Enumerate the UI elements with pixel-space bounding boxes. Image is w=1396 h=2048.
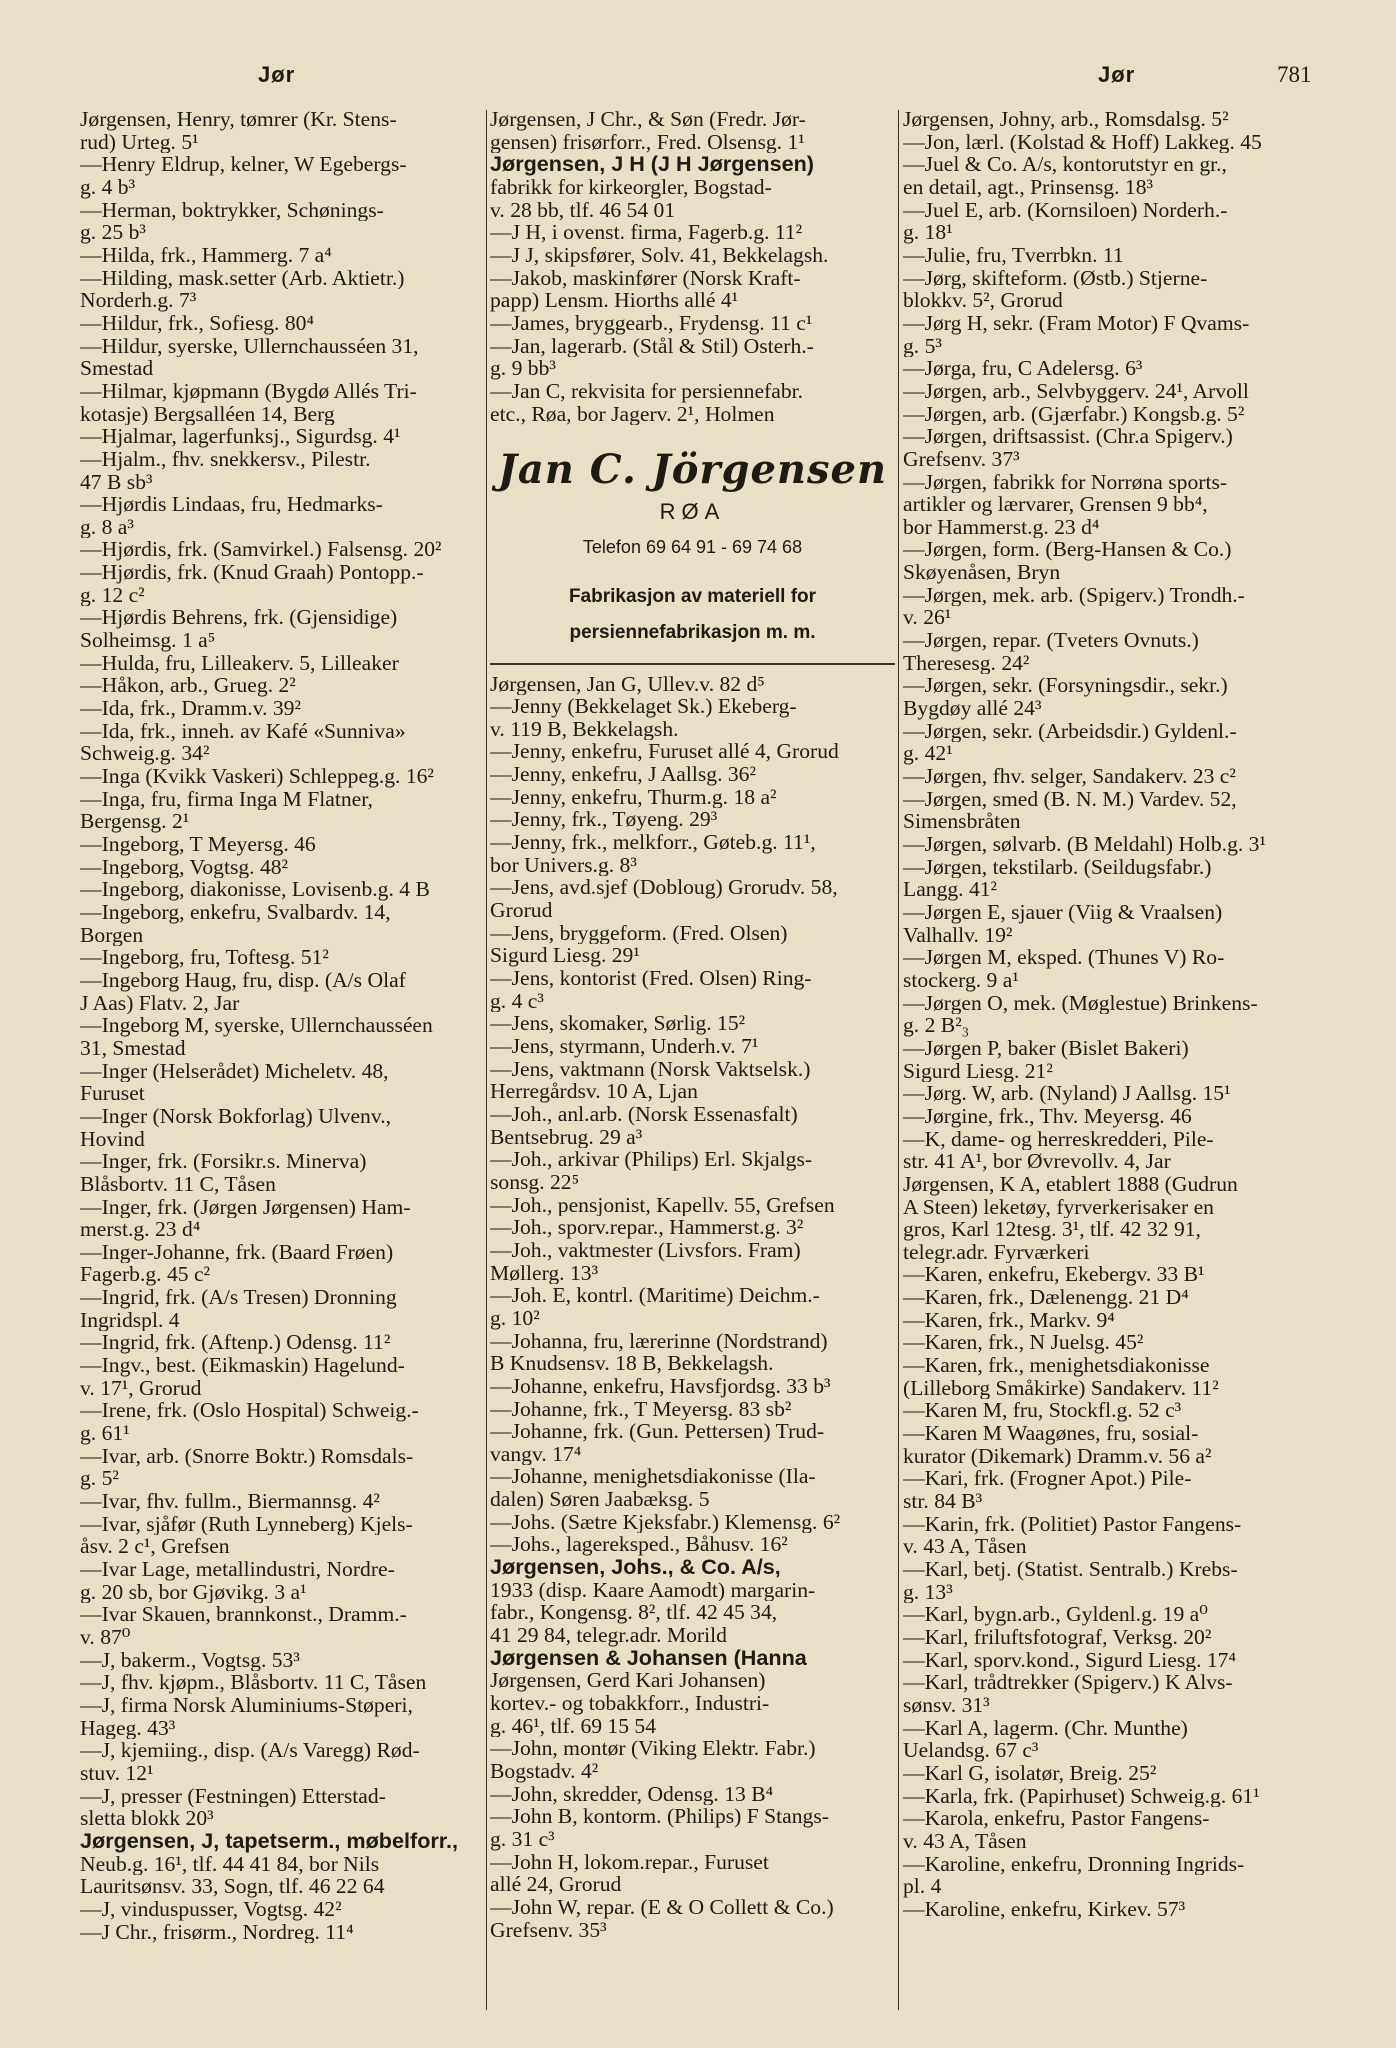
entry-line: —Jens, vaktmann (Norsk Vaktselsk.) bbox=[490, 1057, 811, 1081]
entry-line: Bygdøy allé 24³ bbox=[903, 697, 1042, 720]
entry-line: Fagerb.g. 45 c² bbox=[80, 1263, 211, 1287]
entry-line: —Jens, avd.sjef (Dobloug) Grorudv. 58, bbox=[490, 876, 838, 900]
entry-line: Schweig.g. 34² bbox=[80, 742, 210, 766]
entry-line: —J, kjemiing., disp. (A/s Varegg) Rød- bbox=[80, 1739, 420, 1762]
entry-line: —Karl, friluftsfotograf, Verksg. 20² bbox=[903, 1625, 1212, 1649]
entry-line: stuv. 12¹ bbox=[80, 1761, 154, 1785]
entry-line: —Ingeborg, diakonisse, Lovisenb.g. 4 B bbox=[80, 878, 430, 901]
entry-line: v. 28 bb, tlf. 46 54 01 bbox=[490, 198, 676, 222]
entry-line: Jørgensen, Henry, tømrer (Kr. Stens- bbox=[80, 108, 397, 131]
entry-line: —Jenny, enkefru, Thurm.g. 18 a² bbox=[490, 785, 777, 809]
entry-line: —Karen, frk., N Juelsg. 45² bbox=[903, 1331, 1144, 1355]
column-left bbox=[80, 108, 480, 1943]
entry-line: sonsg. 22⁵ bbox=[490, 1170, 580, 1194]
entry-line: —Karola, enkefru, Pastor Fangens- bbox=[903, 1807, 1210, 1830]
entry-line: g. 31 c³ bbox=[490, 1827, 555, 1851]
entry-line: B Knudsensv. 18 B, Bekkelagsh. bbox=[490, 1352, 774, 1375]
entry-line: —Karoline, enkefru, Kirkev. 57³ bbox=[903, 1897, 1186, 1921]
entry-line: —Jørgen, repar. (Tveters Ovnuts.) bbox=[903, 629, 1199, 652]
entry-line: allé 24, Grorud bbox=[490, 1873, 622, 1896]
entry-line: —Joh., arkivar (Philips) Erl. Skjalgs- bbox=[490, 1148, 813, 1171]
entry-line: —Hjørdis, frk. (Knud Graah) Pontopp.- bbox=[80, 561, 424, 584]
entry-line: —Jørgen O, mek. (Møglestue) Brinkens- bbox=[903, 991, 1258, 1015]
entry-line: —Hilding, mask.setter (Arb. Aktietr.) bbox=[80, 266, 405, 290]
entry-line: g. 13³ bbox=[903, 1580, 953, 1604]
entry-line: —Hildur, syerske, Ullernchausséen 31, bbox=[80, 334, 419, 358]
entry-line: —Ingeborg M, syerske, Ullernchausséen bbox=[80, 1014, 433, 1037]
entry-line: Møllerg. 13³ bbox=[490, 1261, 599, 1285]
entry-line: pl. 4 bbox=[903, 1875, 942, 1898]
entry-line: —Jørgen, sekr. (Forsyningsdir., sekr.) bbox=[903, 674, 1228, 698]
entry-line: —Jørgen P, baker (Bislet Bakeri) bbox=[903, 1036, 1189, 1060]
entry-line: —Ivar Lage, metallindustri, Nordre- bbox=[80, 1558, 395, 1581]
entry-line: Simensbråten bbox=[903, 810, 1021, 833]
column-divider bbox=[486, 110, 487, 2010]
entry-line: J Aas) Flatv. 2, Jar bbox=[80, 991, 240, 1015]
entry-line: g. 4 c³ bbox=[490, 989, 544, 1013]
entry-line: —Juel & Co. A/s, kontorutstyr en gr., bbox=[903, 153, 1227, 176]
entry-line: —Jenny, frk., Tøyeng. 29³ bbox=[490, 808, 718, 832]
entry-line: —Kari, frk. (Frogner Apot.) Pile- bbox=[903, 1467, 1192, 1491]
entry-line: —Inger-Johanne, frk. (Baard Frøen) bbox=[80, 1240, 394, 1264]
entry-line: —J, presser (Festningen) Etterstad- bbox=[80, 1784, 386, 1808]
entry-line: Lauritsønsv. 33, Sogn, tlf. 46 22 64 bbox=[80, 1875, 385, 1898]
column-right bbox=[903, 108, 1323, 1921]
entry-line: —Karl, betj. (Statist. Sentralb.) Krebs- bbox=[903, 1558, 1238, 1581]
entry-line: Smestad bbox=[80, 357, 154, 380]
entry-line: g. 42¹ bbox=[903, 742, 953, 766]
entry-line: Sigurd Liesg. 21² bbox=[903, 1059, 1053, 1083]
entry-line: —Johanna, fru, lærerinne (Nordstrand) bbox=[490, 1329, 828, 1353]
entry-line: —Hilda, frk., Hammerg. 7 a⁴ bbox=[80, 243, 332, 267]
entry-line: —Karen, enkefru, Ekebergv. 33 B¹ bbox=[903, 1263, 1205, 1287]
entry-line: sønsv. 31³ bbox=[903, 1693, 990, 1717]
entry-line: Bogstadv. 4² bbox=[490, 1760, 599, 1783]
entry-line: —Ingrid, frk. (A/s Tresen) Dronning bbox=[80, 1286, 397, 1309]
entry-line: —Karoline, enkefru, Dronning Ingrids- bbox=[903, 1852, 1245, 1876]
entry-line: g. 5² bbox=[80, 1467, 119, 1491]
entry-line: —Henry Eldrup, kelner, W Egebergs- bbox=[80, 153, 407, 176]
entry-line: —Johanne, enkefru, Havsfjordsg. 33 b³ bbox=[490, 1374, 831, 1398]
entry-line: g. 12 c² bbox=[80, 583, 145, 607]
entry-line: åsv. 2 c¹, Grefsen bbox=[80, 1535, 230, 1558]
entry-line: blokkv. 5², Grorud bbox=[903, 289, 1063, 312]
entry-line: —Hjørdis Lindaas, fru, Hedmarks- bbox=[80, 493, 383, 516]
entry-line: —Inga (Kvikk Vaskeri) Schleppeg.g. 16² bbox=[80, 765, 434, 788]
entry-line: v. 43 A, Tåsen bbox=[903, 1535, 1027, 1558]
entry-line: dalen) Søren Jaabæksg. 5 bbox=[490, 1488, 710, 1511]
entry-line: kurator (Dikemark) Dramm.v. 56 a² bbox=[903, 1444, 1212, 1468]
column-divider bbox=[898, 110, 899, 2010]
entry-line: —Ida, frk., inneh. av Kafé «Sunniva» bbox=[80, 719, 406, 743]
entry-line: Jørgensen & Johansen (Hanna bbox=[490, 1646, 807, 1670]
entry-line: bor Univers.g. 8³ bbox=[490, 853, 637, 877]
entry-line: v. 119 B, Bekkelagsh. bbox=[490, 717, 679, 741]
entry-line: —Karl, bygn.arb., Gyldenl.g. 19 a⁰ bbox=[903, 1603, 1208, 1626]
entry-line: —Jørg, skifteform. (Østb.) Stjerne- bbox=[903, 266, 1208, 290]
entry-line: Bentsebrug. 29 a³ bbox=[490, 1125, 643, 1149]
entry-line: —J, firma Norsk Aluminiums-Støperi, bbox=[80, 1693, 413, 1717]
entry-line: —Karl, trådtrekker (Spigerv.) K Alvs- bbox=[903, 1671, 1233, 1694]
entry-line: g. 8 a³ bbox=[80, 515, 134, 539]
entry-line: —Joh., pensjonist, Kapellv. 55, Grefsen bbox=[490, 1193, 835, 1217]
entry-line: —Jørgen, smed (B. N. M.) Vardev. 52, bbox=[903, 787, 1237, 811]
entry-line: —Joh., vaktmester (Livsfors. Fram) bbox=[490, 1238, 801, 1262]
entry-line: —J H, i ovenst. firma, Fagerb.g. 11² bbox=[490, 221, 803, 244]
entry-line: g. 46¹, tlf. 69 15 54 bbox=[490, 1714, 657, 1738]
entry-line: g. 61¹ bbox=[80, 1422, 130, 1445]
entry-line: —Jørg H, sekr. (Fram Motor) F Qvams- bbox=[903, 311, 1250, 335]
advertisement bbox=[490, 445, 895, 664]
column-middle-entries-bottom bbox=[490, 673, 895, 1942]
entry-line: —Karl A, lagerm. (Chr. Munthe) bbox=[903, 1716, 1188, 1740]
entry-line: Valhallv. 19² bbox=[903, 923, 1013, 947]
entry-line: —Inger (Helserådet) Micheletv. 48, bbox=[80, 1059, 389, 1083]
entry-line: —Joh., sporv.repar., Hammerst.g. 3² bbox=[490, 1216, 804, 1239]
entry-line: —Karen, frk., Dælenengg. 21 D⁴ bbox=[903, 1286, 1189, 1309]
entry-line: bor Hammerst.g. 23 d⁴ bbox=[903, 515, 1100, 539]
entry-line: —Julie, fru, Tverrbkn. 11 bbox=[903, 243, 1124, 267]
entry-line: Grefsenv. 37³ bbox=[903, 447, 1020, 471]
entry-line: Norderh.g. 7³ bbox=[80, 289, 197, 312]
entry-line: —Inger (Norsk Bokforlag) Ulvenv., bbox=[80, 1104, 392, 1128]
entry-line: Grefsenv. 35³ bbox=[490, 1918, 607, 1942]
running-header-left: Jør bbox=[258, 62, 296, 87]
entry-line: artikler og lærvarer, Grensen 9 bb⁴, bbox=[903, 493, 1208, 516]
entry-line: Ingridspl. 4 bbox=[80, 1308, 180, 1332]
entry-line: v. 43 A, Tåsen bbox=[903, 1829, 1027, 1853]
entry-line: —Inger, frk. (Jørgen Jørgensen) Ham- bbox=[80, 1195, 411, 1219]
entry-line: —Karla, frk. (Papirhuset) Schweig.g. 61¹ bbox=[903, 1784, 1260, 1808]
entry-line: —Johanne, menighetsdiakonisse (Ila- bbox=[490, 1465, 816, 1489]
entry-line: —Ingeborg Haug, fru, disp. (A/s Olaf bbox=[80, 968, 406, 992]
entry-line: —Jens, skomaker, Sørlig. 15² bbox=[490, 1012, 746, 1035]
entry-line: —John B, kontorm. (Philips) F Stangs- bbox=[490, 1805, 829, 1828]
entry-line: Hageg. 43³ bbox=[80, 1716, 176, 1740]
entry-line: —Hildur, frk., Sofiesg. 80⁴ bbox=[80, 311, 314, 335]
entry-line: —John H, lokom.repar., Furuset bbox=[490, 1850, 769, 1874]
entry-line: g. 20 sb, bor Gjøvikg. 3 a¹ bbox=[80, 1580, 307, 1604]
entry-line: —Hjørdis Behrens, frk. (Gjensidige) bbox=[80, 606, 398, 630]
entry-line: —John, montør (Viking Elektr. Fabr.) bbox=[490, 1737, 816, 1760]
entry-line: —Johs. (Sætre Kjeksfabr.) Klemensg. 6² bbox=[490, 1510, 841, 1534]
entry-line: —Jon, lærl. (Kolstad & Hoff) Lakkeg. 45 bbox=[903, 130, 1262, 154]
entry-line: —James, bryggearb., Frydensg. 11 c¹ bbox=[490, 311, 813, 335]
entry-line: A Steen) leketøy, fyrverkerisaker en bbox=[903, 1195, 1214, 1219]
entry-line: —Jørgen E, sjauer (Viig & Vraalsen) bbox=[903, 900, 1223, 924]
entry-line: 31, Smestad bbox=[80, 1036, 186, 1060]
entry-line: fabrikk for kirkeorgler, Bogstad- bbox=[490, 175, 772, 199]
entry-line: Sigurd Liesg. 29¹ bbox=[490, 944, 640, 968]
ad-name: Jan C. Jörgensen bbox=[497, 446, 888, 494]
entry-line: —Ivar, sjåfør (Ruth Lynneberg) Kjels- bbox=[80, 1512, 413, 1536]
entry-line: Herregårdsv. 10 A, Ljan bbox=[490, 1080, 698, 1103]
entry-line: —Jan C, rekvisita for persiennefabr. bbox=[490, 379, 804, 403]
entry-line: gros, Karl 12tesg. 3¹, tlf. 42 32 91, bbox=[903, 1218, 1201, 1241]
entry-line: g. 10² bbox=[490, 1306, 540, 1330]
entry-line: —Karin, frk. (Politiet) Pastor Fangens- bbox=[903, 1512, 1242, 1536]
entry-line: Jørgensen, Johny, arb., Romsdalsg. 5² bbox=[903, 108, 1229, 131]
entry-line: —Johanne, frk., T Meyersg. 83 sb² bbox=[490, 1397, 792, 1421]
entry-line: —Jørgen, arb., Selvbyggerv. 24¹, Arvoll bbox=[903, 379, 1249, 403]
entry-line: —Juel E, arb. (Kornsiloen) Norderh.- bbox=[903, 198, 1228, 222]
column-middle-entries-top bbox=[490, 108, 895, 425]
entry-line: —Jens, kontorist (Fred. Olsen) Ring- bbox=[490, 967, 812, 990]
entry-line: —John, skredder, Odensg. 13 B⁴ bbox=[490, 1782, 774, 1806]
entry-line: Neub.g. 16¹, tlf. 44 41 84, bor Nils bbox=[80, 1852, 380, 1876]
entry-line: —Joh., anl.arb. (Norsk Essenasfalt) bbox=[490, 1102, 798, 1126]
entry-line: —J J, skipsfører, Solv. 41, Bekkelagsh. bbox=[490, 243, 829, 267]
entry-line: —Karen M, fru, Stockfl.g. 52 c³ bbox=[903, 1399, 1182, 1423]
entry-line: —Hjalm., fhv. snekkersv., Pilestr. bbox=[80, 447, 371, 471]
ad-place: RØA bbox=[659, 499, 726, 525]
ad-line-1: Fabrikasjon av materiell for bbox=[568, 585, 817, 607]
entry-line: —Jørgen, mek. arb. (Spigerv.) Trondh.- bbox=[903, 583, 1245, 607]
entry-line: —Ida, frk., Dramm.v. 39² bbox=[80, 697, 301, 720]
entry-line: —Jenny, enkefru, Furuset allé 4, Grorud bbox=[490, 740, 839, 764]
entry-line: —Inger, frk. (Forsikr.s. Minerva) bbox=[80, 1150, 367, 1173]
entry-line: —Joh. E, kontrl. (Maritime) Deichm.- bbox=[490, 1284, 820, 1307]
entry-line: Bergensg. 2¹ bbox=[80, 810, 190, 833]
entry-line: —Jørgen, sekr. (Arbeidsdir.) Gyldenl.- bbox=[903, 719, 1237, 743]
entry-line: kortev.- og tobakkforr., Industri- bbox=[490, 1692, 770, 1715]
entry-line: —Ingeborg, T Meyersg. 46 bbox=[80, 833, 316, 856]
entry-line: —J Chr., frisørm., Nordreg. 11⁴ bbox=[80, 1920, 354, 1944]
entry-line: —J, bakerm., Vogtsg. 53³ bbox=[80, 1648, 300, 1672]
entry-line: Hovind bbox=[80, 1127, 145, 1151]
entry-line: —Jørgen, driftsassist. (Chr.a Spigerv.) bbox=[903, 425, 1233, 448]
entry-line: g. 2 B²₃ bbox=[903, 1014, 970, 1037]
entry-line: Borgen bbox=[80, 923, 144, 947]
entry-line: —Jenny, enkefru, J Aallsg. 36² bbox=[490, 763, 756, 786]
entry-line: —Hjalmar, lagerfunksj., Sigurdsg. 4¹ bbox=[80, 425, 401, 448]
entry-line: v. 17¹, Grorud bbox=[80, 1376, 202, 1400]
entry-line: —Jørgen, fhv. selger, Sandakerv. 23 c² bbox=[903, 765, 1236, 788]
ad-line-2: persiennefabrikasjon m. m. bbox=[569, 621, 816, 643]
entry-line: —Johanne, frk. (Gun. Pettersen) Trud- bbox=[490, 1420, 825, 1443]
entry-line: —Jørgine, frk., Thv. Meyersg. 46 bbox=[903, 1104, 1192, 1128]
entry-line: —Karen, frk., menighetsdiakonisse bbox=[903, 1354, 1210, 1377]
entry-line: —Karen M Waagønes, fru, sosial- bbox=[903, 1422, 1199, 1445]
entry-line: —Jørga, fru, C Adelersg. 6³ bbox=[903, 357, 1143, 380]
entry-line: —Jørgen M, eksped. (Thunes V) Ro- bbox=[903, 946, 1225, 969]
entry-line: 41 29 84, telegr.adr. Morild bbox=[490, 1624, 727, 1647]
entry-line: —Jens, bryggeform. (Fred. Olsen) bbox=[490, 921, 788, 945]
entry-line: —Jørgen, arb. (Gjærfabr.) Kongsb.g. 5² bbox=[903, 402, 1245, 426]
entry-line: —Karen, frk., Markv. 9⁴ bbox=[903, 1308, 1115, 1332]
entry-line: —Hjørdis, frk. (Samvirkel.) Falsensg. 20² bbox=[80, 538, 442, 562]
entry-line: —Irene, frk. (Oslo Hospital) Schweig.- bbox=[80, 1399, 419, 1423]
entry-line: fabr., Kongensg. 8², tlf. 42 45 34, bbox=[490, 1601, 778, 1625]
entry-line: —Ivar Skauen, brannkonst., Dramm.- bbox=[80, 1603, 407, 1626]
entry-line: (Lilleborg Småkirke) Sandakerv. 11² bbox=[903, 1376, 1219, 1400]
entry-line: —Håkon, arb., Grueg. 2² bbox=[80, 674, 296, 698]
entry-line: —Hulda, fru, Lilleakerv. 5, Lilleaker bbox=[80, 651, 399, 675]
entry-line: g. 4 b³ bbox=[80, 175, 136, 199]
entry-line: stockerg. 9 a¹ bbox=[903, 968, 1019, 992]
entry-line: g. 18¹ bbox=[903, 221, 953, 244]
entry-line: —Ingeborg, fru, Toftesg. 51² bbox=[80, 946, 329, 969]
entry-line: —Jenny, frk., melkforr., Gøteb.g. 11¹, bbox=[490, 831, 816, 854]
entry-line: —Jakob, maskinfører (Norsk Kraft- bbox=[490, 266, 801, 290]
entry-line: etc., Røa, bor Jagerv. 2¹, Holmen bbox=[490, 402, 775, 426]
entry-line: —Ingrid, frk. (Aftenp.) Odensg. 11² bbox=[80, 1331, 391, 1355]
entry-line: —Karl, sporv.kond., Sigurd Liesg. 17⁴ bbox=[903, 1648, 1237, 1672]
entry-line: —Jørgen, fabrikk for Norrøna sports- bbox=[903, 470, 1228, 494]
entry-line: Theresesg. 24² bbox=[903, 651, 1030, 675]
entry-line: Furuset bbox=[80, 1082, 145, 1105]
entry-line: kotasje) Bergsalléen 14, Berg bbox=[80, 402, 335, 426]
entry-line: 1933 (disp. Kaare Aamodt) margarin- bbox=[490, 1578, 816, 1602]
entry-line: vangv. 17⁴ bbox=[490, 1442, 582, 1466]
entry-line: —Karl G, isolatør, Breig. 25² bbox=[903, 1761, 1157, 1785]
entry-line: rud) Urteg. 5¹ bbox=[80, 130, 199, 154]
entry-line: —John W, repar. (E & O Collett & Co.) bbox=[490, 1895, 834, 1919]
entry-line: g. 5³ bbox=[903, 334, 942, 358]
entry-line: merst.g. 23 d⁴ bbox=[80, 1218, 201, 1241]
entry-line: v. 26¹ bbox=[903, 606, 952, 630]
running-header-right: Jør bbox=[1098, 62, 1136, 87]
entry-line: —Jørg. W, arb. (Nyland) J Aallsg. 15¹ bbox=[903, 1082, 1231, 1105]
entry-line: Jørgensen, Johs., & Co. A/s, bbox=[490, 1556, 781, 1579]
entry-line: —Ingeborg, enkefru, Svalbardv. 14, bbox=[80, 900, 391, 924]
entry-line: —Jørgen, sølvarb. (B Meldahl) Holb.g. 3¹ bbox=[903, 833, 1266, 856]
entry-line: papp) Lensm. Hiorths allé 4¹ bbox=[490, 289, 739, 312]
entry-line: Jørgensen, Gerd Kari Johansen) bbox=[490, 1669, 766, 1693]
entry-line: Solheimsg. 1 a⁵ bbox=[80, 629, 216, 652]
entry-line: Uelandsg. 67 c³ bbox=[903, 1739, 1039, 1762]
entry-line: g. 25 b³ bbox=[80, 221, 146, 244]
entry-line: —Jan, lagerarb. (Stål & Stil) Osterh.- bbox=[490, 334, 814, 358]
entry-line: —Ivar, arb. (Snorre Boktr.) Romsdals- bbox=[80, 1444, 414, 1468]
entry-line: —Hilmar, kjøpmann (Bygdø Allés Tri- bbox=[80, 379, 417, 403]
entry-line: Jørgensen, J H (J H Jørgensen) bbox=[490, 153, 814, 176]
entry-line: 47 B sb³ bbox=[80, 470, 153, 494]
entry-line: —Ingv., best. (Eikmaskin) Hagelund- bbox=[80, 1354, 405, 1377]
entry-line: str. 84 B³ bbox=[903, 1490, 983, 1513]
entry-line: —J, vinduspusser, Vogtsg. 42² bbox=[80, 1897, 342, 1921]
entry-line: —Jens, styrmann, Underh.v. 7¹ bbox=[490, 1035, 759, 1058]
entry-line: Langg. 41² bbox=[903, 878, 998, 901]
entry-line: —Jørgen, tekstilarb. (Seildugsfabr.) bbox=[903, 855, 1212, 879]
entry-line: str. 41 A¹, bor Øvrevollv. 4, Jar bbox=[903, 1150, 1171, 1173]
entry-line: —Ivar, fhv. fullm., Biermannsg. 4² bbox=[80, 1490, 380, 1513]
entry-line: —K, dame- og herreskredderi, Pile- bbox=[903, 1127, 1214, 1151]
entry-line: —Herman, boktrykker, Schønings- bbox=[80, 198, 384, 222]
entry-line: Blåsbortv. 11 C, Tåsen bbox=[80, 1172, 276, 1196]
entry-line: —Jørgen, form. (Berg-Hansen & Co.) bbox=[903, 538, 1232, 562]
page-number: 781 bbox=[1277, 62, 1312, 87]
entry-line: gensen) frisørforr., Fred. Olsensg. 1¹ bbox=[490, 130, 805, 154]
entry-line: en detail, agt., Prinsensg. 18³ bbox=[903, 175, 1153, 199]
entry-line: Grorud bbox=[490, 899, 553, 922]
entry-line: Jørgensen, K A, etablert 1888 (Gudrun bbox=[903, 1172, 1238, 1196]
entry-line: v. 87⁰ bbox=[80, 1625, 131, 1649]
entry-line: —Johs., lagereksped., Båhusv. 16² bbox=[490, 1533, 788, 1557]
entry-line: telegr.adr. Fyrværkeri bbox=[903, 1240, 1090, 1264]
entry-line: Jørgensen, Jan G, Ullev.v. 82 d⁵ bbox=[490, 672, 765, 696]
column-middle bbox=[490, 108, 895, 1941]
entry-line: sletta blokk 20³ bbox=[80, 1807, 214, 1830]
entry-line: g. 9 bb³ bbox=[490, 357, 556, 380]
ad-phone: Telefon 69 64 91 - 69 74 68 bbox=[582, 536, 803, 557]
entry-line: Jørgensen, J, tapetserm., møbelforr., bbox=[80, 1829, 459, 1853]
entry-line: Jørgensen, J Chr., & Søn (Fredr. Jør- bbox=[490, 108, 806, 131]
entry-line: —Inga, fru, firma Inga M Flatner, bbox=[80, 787, 373, 811]
entry-line: —J, fhv. kjøpm., Blåsbortv. 11 C, Tåsen bbox=[80, 1671, 427, 1694]
entry-line: —Ingeborg, Vogtsg. 48² bbox=[80, 855, 289, 879]
entry-line: Skøyenåsen, Bryn bbox=[903, 561, 1061, 584]
entry-line: —Jenny (Bekkelaget Sk.) Ekeberg- bbox=[490, 695, 797, 718]
